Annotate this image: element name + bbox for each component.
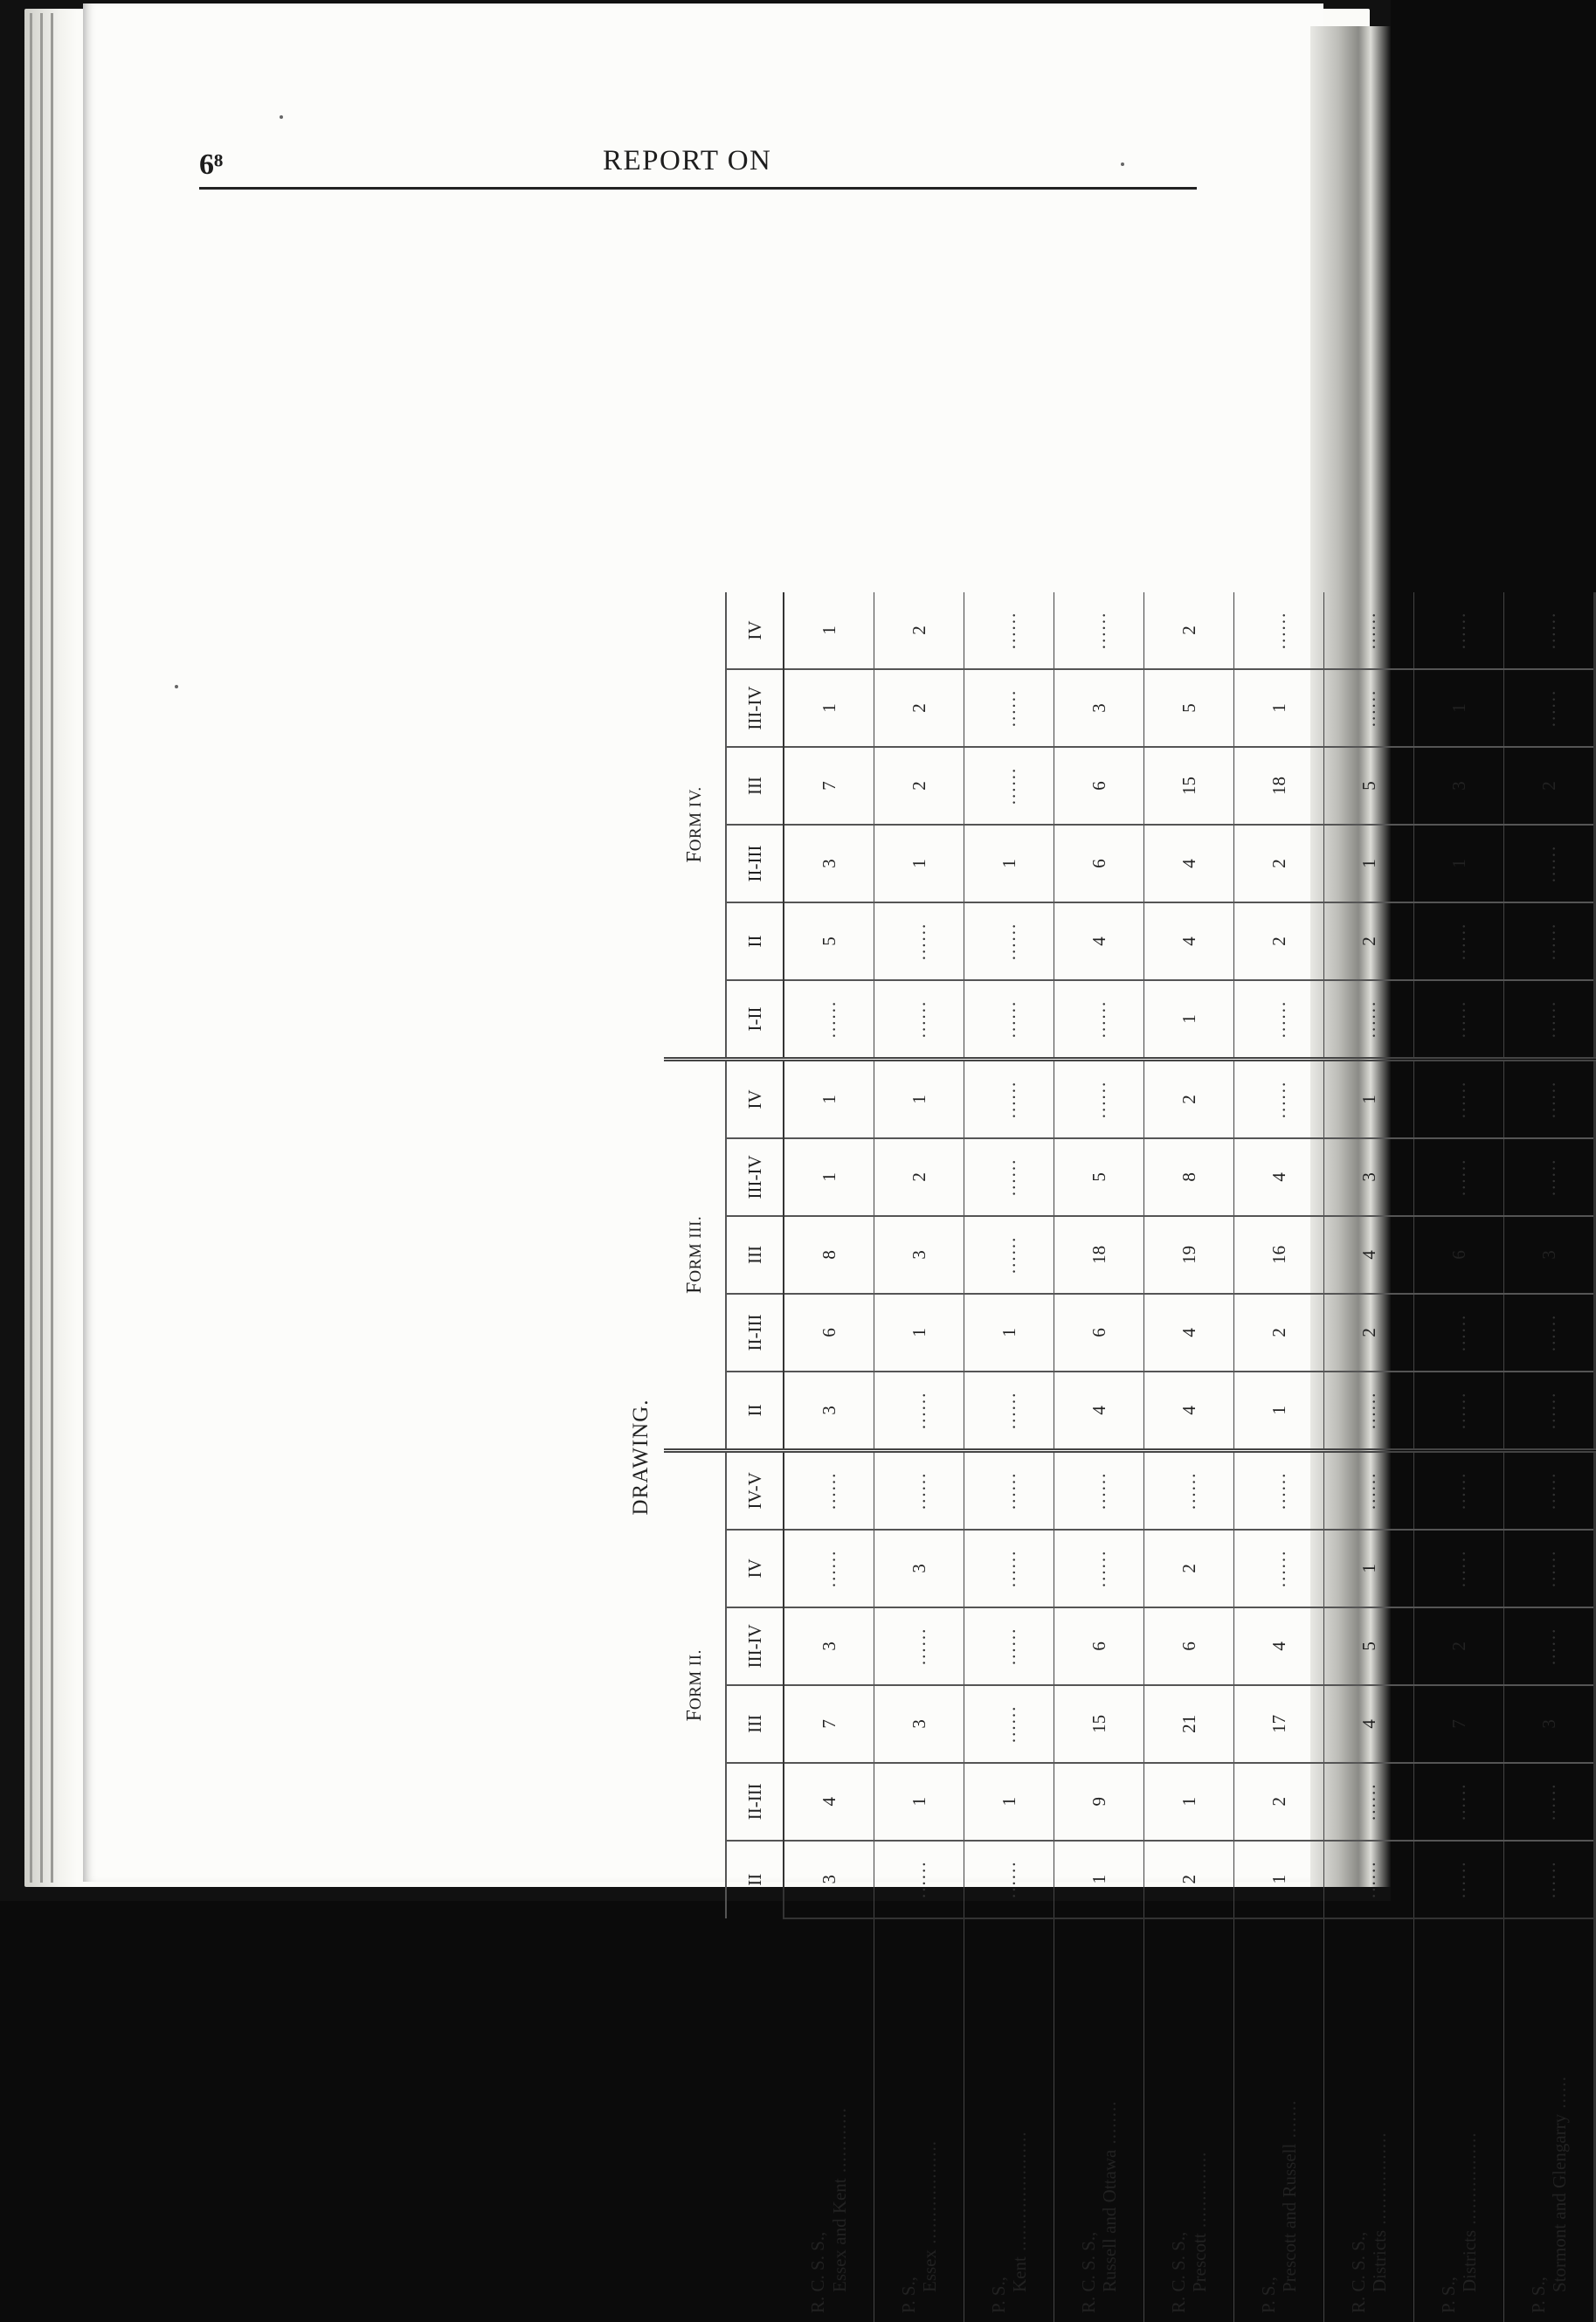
- row-label-line1: P. S.,: [1527, 2276, 1549, 2313]
- row-label-line1: P. S.,: [1437, 2276, 1459, 2313]
- table-cell: 6: [784, 1294, 874, 1372]
- table-cell: ......: [1504, 1530, 1595, 1607]
- table-cell: ......: [1504, 592, 1595, 669]
- table-cell: 3: [784, 1372, 874, 1450]
- table-cell: ......: [1324, 592, 1414, 669]
- table-row: [1504, 592, 1595, 2322]
- table-cell: ......: [1144, 1450, 1234, 1529]
- table-cell: ......: [1504, 1763, 1595, 1841]
- table-cell: 1: [1414, 669, 1504, 747]
- table-cell: ......: [1504, 1294, 1595, 1372]
- column-header: II: [726, 1372, 784, 1450]
- row-label: [1504, 1918, 1595, 2322]
- form-header: FORM II.: [664, 1450, 726, 1918]
- table-cell: ......: [1414, 980, 1504, 1059]
- leader-dots: ........: [1099, 2100, 1120, 2150]
- table-row: [784, 592, 874, 2322]
- table-cell: 4: [1324, 1216, 1414, 1294]
- form-header: FORM IV.: [664, 592, 726, 1059]
- form-header: FORM III.: [664, 1059, 726, 1450]
- table-cell: ......: [1324, 1763, 1414, 1841]
- table-cell: ......: [1504, 1059, 1595, 1137]
- table-cell: ......: [1504, 1841, 1595, 1918]
- column-header: III-IV: [726, 1138, 784, 1216]
- table-cell: 7: [784, 1685, 874, 1763]
- table-cell: 1: [1054, 1841, 1144, 1918]
- table-cell: 7: [1414, 1685, 1504, 1763]
- table-cell: 3: [1414, 747, 1504, 825]
- leader-dots: ............: [828, 2107, 850, 2179]
- column-header: IV: [726, 1530, 784, 1607]
- row-label-line1: R. C. S. S.,: [1077, 2231, 1099, 2313]
- column-header: III: [726, 1685, 784, 1763]
- leader-dots: ......: [1549, 2076, 1570, 2114]
- table-row: [1414, 592, 1504, 2322]
- table-cell: 2: [1414, 1607, 1504, 1685]
- table-cell: ......: [784, 1450, 874, 1529]
- column-header: II: [726, 902, 784, 980]
- page-edge-line: [30, 13, 32, 1883]
- row-label-line1: R. C. S. S.,: [1167, 2231, 1189, 2313]
- table-cell: ......: [1504, 1607, 1595, 1685]
- table-cell: ......: [1054, 1530, 1144, 1607]
- table-cell: 8: [784, 1216, 874, 1294]
- table-cell: ......: [1234, 1450, 1324, 1529]
- table-cell: 5: [1144, 669, 1234, 747]
- table-cell: ......: [964, 902, 1054, 980]
- table-cell: 17: [1234, 1685, 1324, 1763]
- table-cell: 2: [874, 669, 964, 747]
- row-label-line2: Districts .................: [1369, 2132, 1390, 2292]
- table-cell: ......: [1324, 1372, 1414, 1450]
- table-cell: 15: [1054, 1685, 1144, 1763]
- table-cell: 2: [1144, 1059, 1234, 1137]
- table-cell: 2: [1324, 902, 1414, 980]
- leader-dots: .................: [1369, 2132, 1390, 2230]
- table-cell: ......: [964, 1841, 1054, 1918]
- table-title: DRAWING.: [629, 1399, 653, 1516]
- table-cell: ......: [1504, 980, 1595, 1059]
- table-cell: ......: [964, 747, 1054, 825]
- table-cell: ......: [784, 1530, 874, 1607]
- table-cell: 1: [1324, 825, 1414, 902]
- table-cell: 4: [1234, 1138, 1324, 1216]
- table-cell: ......: [1504, 902, 1595, 980]
- column-header: III-IV: [726, 1607, 784, 1685]
- table-cell: ......: [964, 980, 1054, 1059]
- rotated-table-block: [507, 592, 1570, 2322]
- table-cell: 3: [784, 1607, 874, 1685]
- column-header: I-II: [726, 980, 784, 1059]
- table-cell: ......: [874, 1607, 964, 1685]
- table-cell: 5: [784, 902, 874, 980]
- row-label: [1144, 1918, 1234, 2322]
- table-cell: ......: [1414, 1763, 1504, 1841]
- table-cell: 3: [874, 1216, 964, 1294]
- table-cell: ......: [874, 980, 964, 1059]
- table-cell: ......: [1414, 1294, 1504, 1372]
- table-row: [964, 592, 1054, 2322]
- table-cell: 3: [874, 1530, 964, 1607]
- table-cell: 1: [1144, 1763, 1234, 1841]
- table-cell: 4: [1234, 1607, 1324, 1685]
- table-cell: 1: [964, 1763, 1054, 1841]
- row-label-line2: Districts .................: [1459, 2132, 1480, 2292]
- table-cell: 3: [874, 1685, 964, 1763]
- table-cell: 1: [964, 1294, 1054, 1372]
- row-label-line1: P. S.,: [1257, 2276, 1279, 2313]
- column-header: III: [726, 747, 784, 825]
- table-cell: 5: [1054, 1138, 1144, 1216]
- table-cell: 1: [1234, 1841, 1324, 1918]
- table-cell: 19: [1144, 1216, 1234, 1294]
- table-cell: ......: [1414, 1530, 1504, 1607]
- table-cell: 1: [874, 1294, 964, 1372]
- table-cell: 6: [1054, 1607, 1144, 1685]
- table-cell: ......: [874, 1372, 964, 1450]
- table-cell: ......: [1054, 592, 1144, 669]
- table-cell: 3: [1054, 669, 1144, 747]
- row-label-line1: R. C. S. S.,: [807, 2231, 829, 2313]
- drawing-table: [664, 592, 1596, 2322]
- table-cell: ......: [1414, 1450, 1504, 1529]
- table-cell: 1: [1144, 980, 1234, 1059]
- table-cell: ......: [1054, 1059, 1144, 1137]
- table-cell: 4: [1054, 902, 1144, 980]
- column-header: II: [726, 1841, 784, 1918]
- table-cell: ......: [1324, 980, 1414, 1059]
- table-cell: ......: [964, 1530, 1054, 1607]
- table-cell: 2: [1144, 592, 1234, 669]
- table-cell: 18: [1054, 1216, 1144, 1294]
- leader-dots: ..............: [1189, 2151, 1210, 2234]
- table-cell: 3: [784, 825, 874, 902]
- table-cell: 4: [1054, 1372, 1144, 1450]
- table-cell: 1: [784, 1138, 874, 1216]
- table-cell: 9: [1054, 1763, 1144, 1841]
- table-cell: 6: [1054, 747, 1144, 825]
- table-cell: 1: [964, 825, 1054, 902]
- table-cell: ......: [784, 980, 874, 1059]
- table-cell: ......: [1234, 1530, 1324, 1607]
- column-header: II-III: [726, 1763, 784, 1841]
- table-cell: 3: [784, 1841, 874, 1918]
- running-head: REPORT ON: [603, 145, 772, 176]
- table-cell: 18: [1234, 747, 1324, 825]
- table-cell: ......: [964, 1685, 1054, 1763]
- table-cell: ......: [964, 669, 1054, 747]
- page-edge-line: [40, 13, 43, 1883]
- table-cell: ......: [1234, 592, 1324, 669]
- table-cell: 4: [784, 1763, 874, 1841]
- table-cell: 5: [1324, 1607, 1414, 1685]
- table-cell: 2: [1234, 1763, 1324, 1841]
- table-cell: 1: [1234, 669, 1324, 747]
- column-header: III: [726, 1216, 784, 1294]
- table-cell: ......: [1054, 980, 1144, 1059]
- table-cell: 6: [1054, 1294, 1144, 1372]
- stub-header-blank: [664, 1918, 726, 2322]
- table-cell: ......: [1414, 902, 1504, 980]
- table-cell: 6: [1054, 825, 1144, 902]
- row-label: [1054, 1918, 1144, 2322]
- table-cell: ......: [964, 592, 1054, 669]
- table-row: [1144, 592, 1234, 2322]
- leader-dots: ...................: [919, 2140, 940, 2249]
- table-cell: 1: [874, 1059, 964, 1137]
- table-cell: 16: [1234, 1216, 1324, 1294]
- table-cell: ......: [964, 1607, 1054, 1685]
- table-cell: ......: [1054, 1450, 1144, 1529]
- table-cell: 2: [1144, 1841, 1234, 1918]
- table-cell: ......: [1414, 1138, 1504, 1216]
- table-cell: 4: [1324, 1685, 1414, 1763]
- column-header: IV-V: [726, 1450, 784, 1529]
- row-label-line1: P. S.,: [987, 2276, 1009, 2313]
- table-row: [1324, 592, 1414, 2322]
- page-number: 6⁸: [199, 149, 224, 181]
- table-cell: 2: [874, 747, 964, 825]
- table-cell: ......: [1504, 1372, 1595, 1450]
- table-cell: 1: [874, 1763, 964, 1841]
- row-label-line2: Stormont and Glengarry ......: [1549, 2076, 1570, 2292]
- leader-dots: .......: [1279, 2099, 1300, 2144]
- table-cell: 15: [1144, 747, 1234, 825]
- row-label-line2: Prescott ..............: [1189, 2151, 1210, 2292]
- table-cell: ......: [1234, 1059, 1324, 1137]
- head-rule: [199, 187, 1197, 190]
- table-cell: 4: [1144, 902, 1234, 980]
- table-cell: ......: [964, 1450, 1054, 1529]
- page-edge-line: [51, 13, 53, 1883]
- leader-dots: .................: [1459, 2132, 1480, 2230]
- table-cell: 3: [1504, 1216, 1595, 1294]
- table-cell: ......: [1504, 1138, 1595, 1216]
- table-cell: ......: [1504, 1450, 1595, 1529]
- row-label-line2: Essex ...................: [919, 2140, 940, 2292]
- table-cell: ......: [1324, 1841, 1414, 1918]
- row-label-line2: Essex and Kent ............: [828, 2107, 850, 2292]
- table-cell: 7: [784, 747, 874, 825]
- table-cell: 1: [1414, 825, 1504, 902]
- table-cell: 2: [1234, 1294, 1324, 1372]
- row-label-line1: P. S.,: [897, 2276, 919, 2313]
- row-label: [1234, 1918, 1324, 2322]
- column-header: III-IV: [726, 669, 784, 747]
- table-cell: 2: [874, 1138, 964, 1216]
- row-label-line2: Kent ......................: [1009, 2131, 1030, 2292]
- table-cell: ......: [1324, 1450, 1414, 1529]
- row-label-line1: R. C. S. S.,: [1347, 2231, 1369, 2313]
- table-cell: 4: [1144, 1294, 1234, 1372]
- table-cell: ......: [874, 902, 964, 980]
- column-header: IV: [726, 1059, 784, 1137]
- column-header: II-III: [726, 825, 784, 902]
- table-cell: 3: [1504, 1685, 1595, 1763]
- table-cell: 2: [874, 592, 964, 669]
- table-cell: ......: [874, 1450, 964, 1529]
- table-cell: ......: [1504, 669, 1595, 747]
- table-cell: 4: [1144, 1372, 1234, 1450]
- table-cell: 2: [1234, 825, 1324, 902]
- row-label: [1414, 1918, 1504, 2322]
- column-header: IV: [726, 592, 784, 669]
- table-cell: ......: [1324, 669, 1414, 747]
- table-cell: 1: [784, 669, 874, 747]
- table-cell: ......: [1414, 1372, 1504, 1450]
- table-cell: 5: [1324, 747, 1414, 825]
- table-cell: 2: [1234, 902, 1324, 980]
- table-cell: 1: [1324, 1059, 1414, 1137]
- stub-header-blank: [726, 1918, 784, 2322]
- table-cell: ......: [1504, 825, 1595, 902]
- table-cell: ......: [1234, 980, 1324, 1059]
- table-cell: 1: [784, 592, 874, 669]
- table-cell: ......: [1414, 1841, 1504, 1918]
- table-cell: 6: [1414, 1216, 1504, 1294]
- table-cell: 2: [1504, 747, 1595, 825]
- table-cell: 2: [1144, 1530, 1234, 1607]
- row-label: [964, 1918, 1054, 2322]
- row-label-line2: Prescott and Russell .......: [1279, 2099, 1300, 2292]
- table-cell: 21: [1144, 1685, 1234, 1763]
- row-label: [784, 1918, 874, 2322]
- table-cell: ......: [964, 1216, 1054, 1294]
- table-cell: ......: [1414, 592, 1504, 669]
- table-cell: 8: [1144, 1138, 1234, 1216]
- table-cell: ......: [964, 1138, 1054, 1216]
- table-cell: ......: [964, 1372, 1054, 1450]
- table-cell: 1: [784, 1059, 874, 1137]
- table-cell: 2: [1324, 1294, 1414, 1372]
- row-label-line2: Russell and Ottawa ........: [1099, 2100, 1120, 2292]
- table-row: [1234, 592, 1324, 2322]
- table-cell: 1: [1324, 1530, 1414, 1607]
- column-header: II-III: [726, 1294, 784, 1372]
- table-cell: ......: [874, 1841, 964, 1918]
- table-cell: 1: [1234, 1372, 1324, 1450]
- table-cell: ......: [964, 1059, 1054, 1137]
- table-cell: 4: [1144, 825, 1234, 902]
- table-cell: 6: [1144, 1607, 1234, 1685]
- row-label: [874, 1918, 964, 2322]
- table-cell: 3: [1324, 1138, 1414, 1216]
- table-row: [874, 592, 964, 2322]
- row-label: [1324, 1918, 1414, 2322]
- table-cell: 1: [874, 825, 964, 902]
- leader-dots: ......................: [1009, 2131, 1030, 2257]
- table-row: [1054, 592, 1144, 2322]
- table-cell: ......: [1414, 1059, 1504, 1137]
